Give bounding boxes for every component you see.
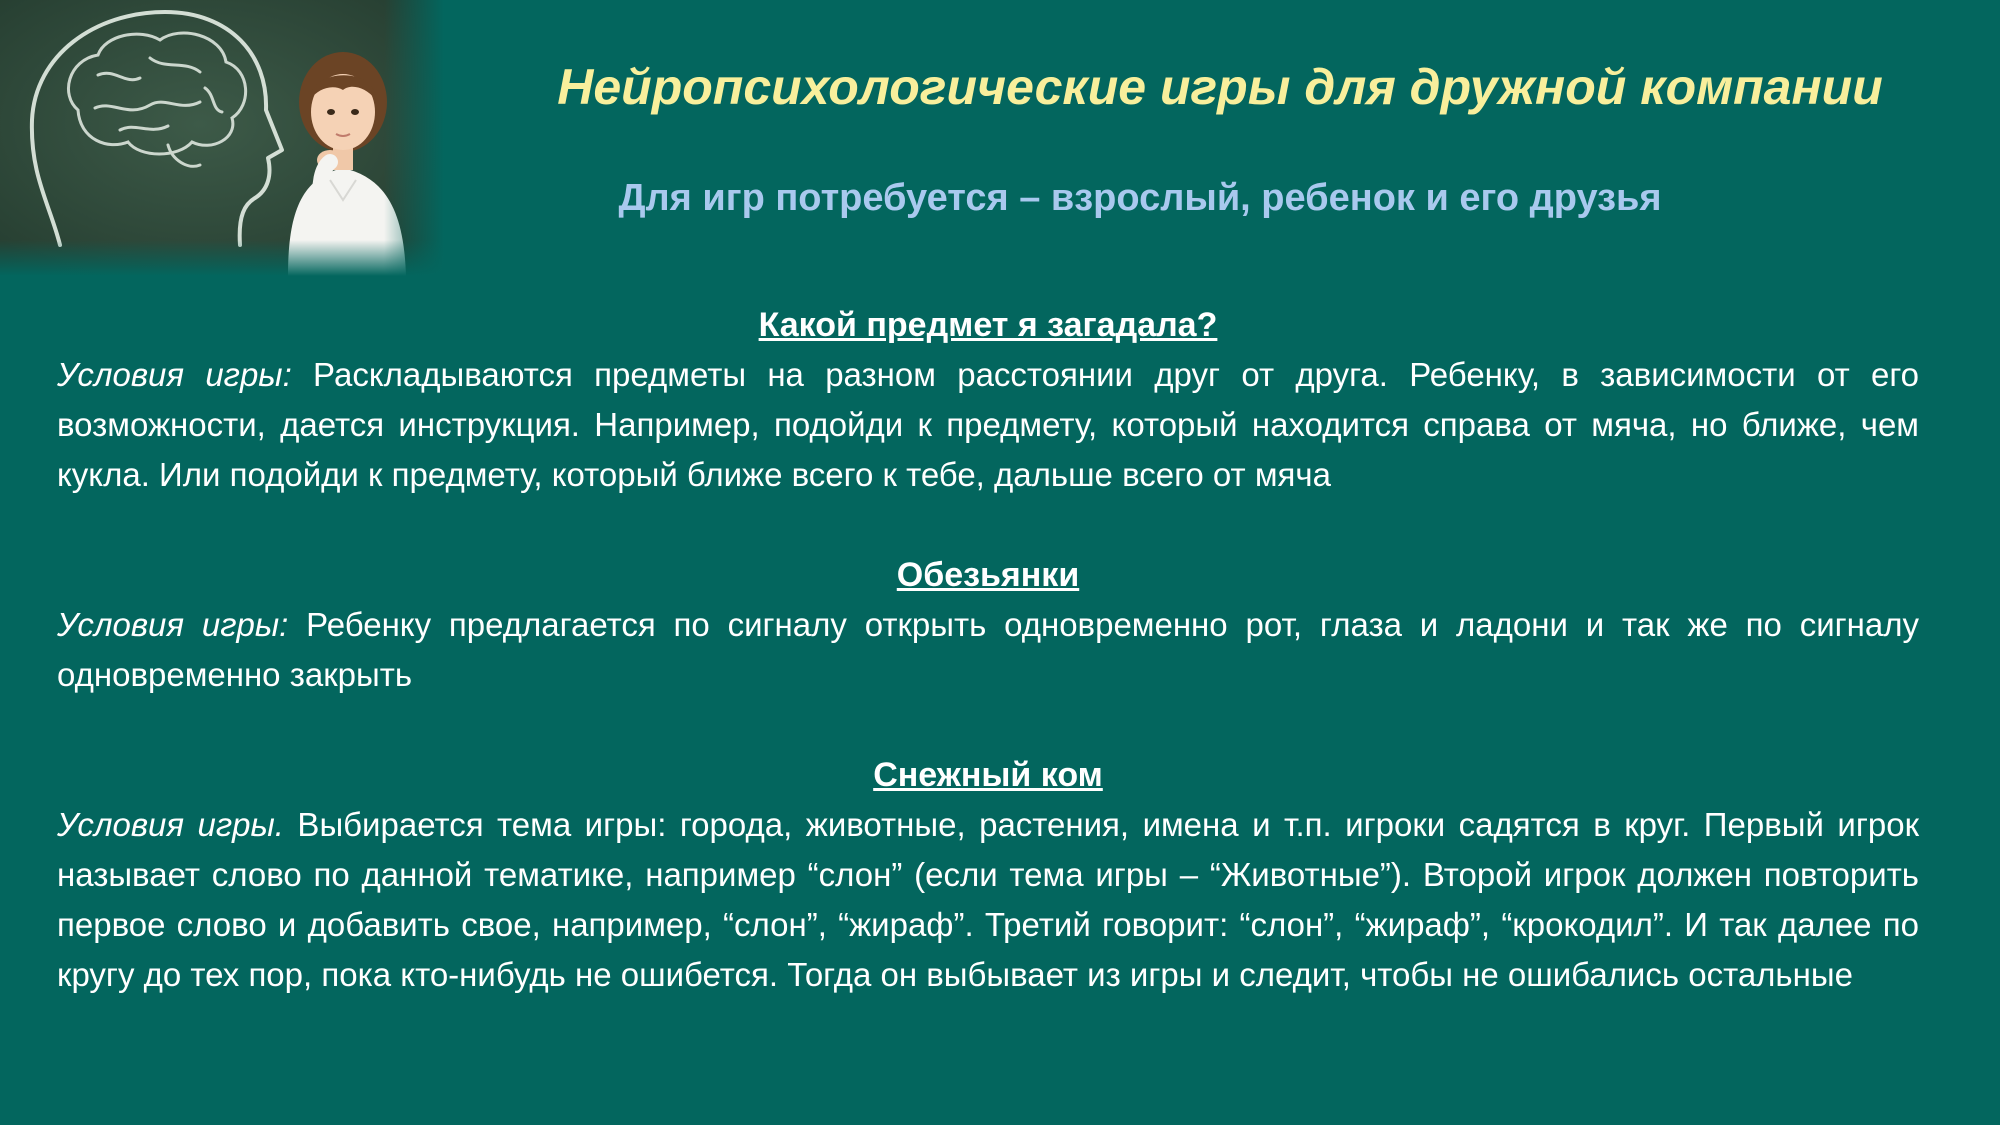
game-conditions-label: Условия игры: [57, 356, 292, 393]
games-list [57, 300, 1919, 1000]
illustration-canvas [0, 0, 444, 276]
picture-fade-right [384, 0, 444, 276]
game-conditions-text: Ребенку предлагается по сигналу открыть одновременно рот, глаза и ладони и так же по сигналу одновременно закрыть [57, 606, 1919, 693]
game-conditions-text: Раскладываются предметы на разном расстоянии друг от друга. Ребенку, в зависимости от его возможности, дается инструкция. Например, подойди к предмету, который находится справа от мяча, но ближе, чем кукла. Или подойди к предмету, который ближе всего к тебе, дальше всего от мяча [57, 356, 1919, 493]
brain-chalkboard-girl-picture [0, 0, 444, 276]
game-title: Какой предмет я загадала? [758, 306, 1218, 344]
game-conditions-label: Условия игры. [57, 806, 284, 843]
game-title: Обезьянки [896, 556, 1080, 594]
picture-fade-bottom [0, 240, 444, 276]
game-conditions-text: Выбирается тема игры: города, животные, растения, имена и т.п. игроки садятся в круг. Первый игрок называет слово по данной тематике, например “слон” (если тема игры – “Животные”). Второй игрок должен повторить первое слово и добавить свое, например, “слон”, “жираф”. Третий говорит: “слон”, “жираф”, “крокодил”. И так далее по кругу до тех пор, пока кто-нибудь не ошибется. Тогда он выбывает из игры и следит, чтобы не ошибались остальные [57, 806, 1920, 993]
game-title: Снежный ком [873, 756, 1103, 794]
spacer [57, 500, 1919, 550]
game-block-2 [57, 550, 1919, 700]
slide-subtitle: Для игр потребуется – взрослый, ребенок и его друзья [618, 177, 1662, 219]
game-description [57, 350, 1919, 500]
game-description [57, 800, 1919, 1000]
game-description [57, 600, 1919, 700]
game-block-1 [57, 300, 1919, 500]
game-block-3 [57, 750, 1919, 1000]
slide-title: Нейропсихологические игры для дружной компании [557, 59, 1883, 115]
game-conditions-label: Условия игры: [57, 606, 289, 643]
spacer [57, 700, 1919, 750]
